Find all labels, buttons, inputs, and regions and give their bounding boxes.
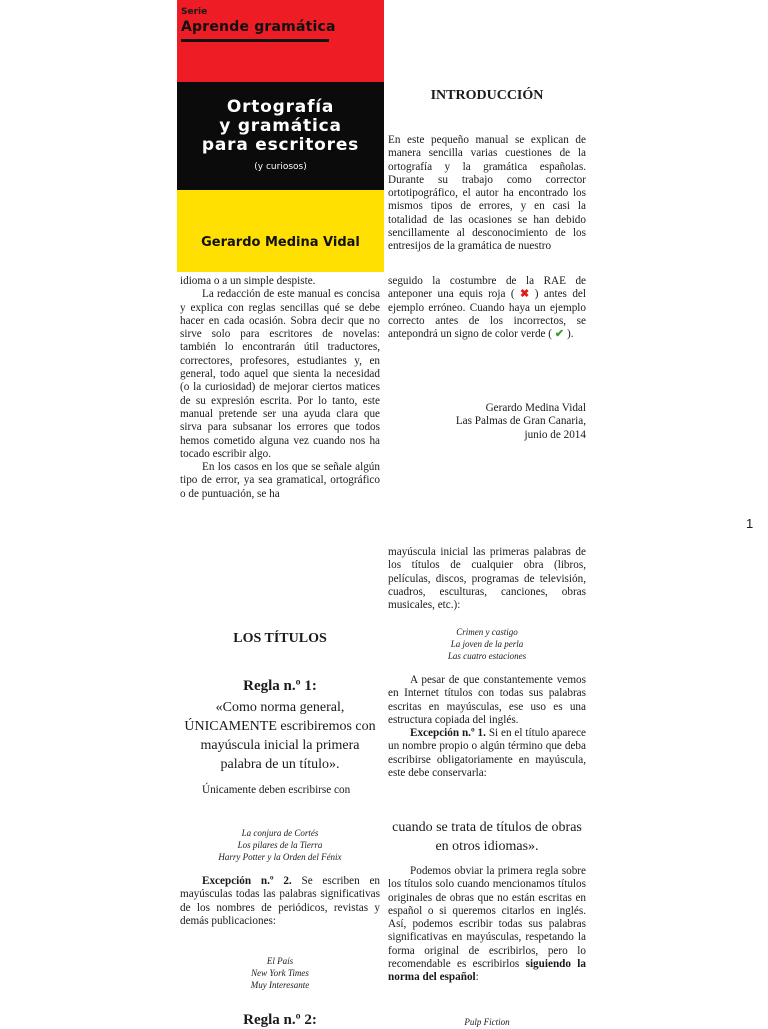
intro-paragraph-3: En los casos en los que se señale algún tipo de error, ya sea gramatical, ortográfico o de puntuación, se ha — [180, 461, 380, 500]
book-subtitle: (y curiosos) — [254, 162, 307, 172]
signature-place: Las Palmas de Gran Canaria, — [455, 415, 586, 428]
examples-left-2 — [180, 955, 380, 991]
intro-continuation: idioma o a un simple despiste. — [180, 275, 316, 287]
red-cross-icon: ✖ — [520, 288, 530, 301]
green-check-icon: ✔ — [554, 328, 565, 341]
intro-heading: INTRODUCCIÓN — [430, 88, 544, 103]
titulos-right-text-1 — [388, 546, 586, 612]
example-item: La conjura de Cortés — [241, 828, 319, 838]
titulos-right-p3-bold: siguiendo la norma del español — [388, 958, 586, 984]
example-item: Los pilares de la Tierra — [237, 840, 323, 850]
exception-1-paragraph — [388, 727, 586, 780]
serie-underline — [181, 39, 329, 42]
titulos-right-p3-end: : — [475, 971, 479, 984]
example-item: New York Times — [251, 968, 309, 978]
example-item: Harry Potter y la Orden del Fénix — [218, 852, 342, 862]
examples-left — [180, 827, 380, 863]
exception-1-label: Excepción n.º 1. — [410, 727, 486, 740]
titulos-left-text — [180, 784, 380, 797]
example-item: El País — [266, 956, 294, 966]
titulos-right-p3-text: Podemos obviar la primera regla sobre los títulos solo cuando mencionamos títulos originales de obras que no están escritas en español o si queremos citarlos en inglés. Así, podemos escribir todas sus palabras significativas en mayúsculas, respetando la forma original de escribirlos, pero lo recomendable es escribirlos — [388, 865, 586, 971]
titulos-right-text-3 — [388, 865, 586, 985]
intro-paragraph-2: La redacción de este manual es concisa y explica con reglas sencillas qué se debe hacer en cada ocasión. Sobra decir que no sirve solo para escritores de novelas: también lo encontrarán útil traductores, correctores, profesores, estudiantes y, en general, todo aquel que sienta la necesidad (o la curiosidad) de mejorar ciertos matices de su expresión escrita. Por lo tanto, este manual pretende ser una ayuda clara que sirva para subsanar los errores que todos hemos cometido alguna vez cuando nos ha tocado escribir algo. — [180, 288, 380, 460]
marks-text-b: ) antes del ejemplo erróneo. Cuando haya un ejemplo correcto antes de los incorrectos, se antepondrá un signo de color verde ( — [388, 288, 586, 341]
exception-2 — [180, 875, 380, 928]
intro-paragraph-1 — [388, 134, 586, 254]
rule-2-quote: cuando se trata de títulos de obras en otros idiomas». — [392, 820, 582, 854]
rule-1-title: Regla n.º 1: — [243, 678, 317, 694]
book-author: Gerardo Medina Vidal — [201, 235, 360, 250]
examples-right — [388, 626, 586, 662]
signature-date: junio de 2014 — [524, 428, 586, 441]
page-number: 1 — [746, 516, 754, 531]
book-cover — [177, 0, 384, 272]
rule-2-title: Regla n.º 2: — [243, 1012, 317, 1028]
titulos-right-paragraph-3 — [388, 865, 586, 985]
titulos-heading: LOS TÍTULOS — [233, 631, 327, 646]
titulos-right-paragraph-2: A pesar de que constantemente vemos en Internet títulos con todas sus palabras escritas en mayúsculas, ese uso es una estructura copiada del inglés. — [388, 674, 586, 726]
book-title: Ortografía y gramática para escritores — [201, 97, 360, 156]
intro-marks-paragraph — [388, 275, 586, 341]
intro-left-column — [180, 275, 380, 501]
exception-1-text: Si en el título aparece un nombre propio o algún término que deba escribirse obligatoriamente en mayúscula, este debe conservarla: — [388, 727, 587, 780]
intro-right-column — [388, 275, 586, 341]
titulos-left-line: Únicamente deben escribirse con — [202, 784, 351, 796]
intro-text: En este pequeño manual se explican de manera sencilla varias cuestiones de la ortografía y la gramática españolas. Durante su trabajo como corrector ortotipográfico, el autor ha encontrado los mismos tipos de errores, y en casi la totalidad de las ocasiones se han debido sencillamente al desconocimiento de los entresijos de la gramática de nuestro — [388, 134, 586, 253]
exception-2-paragraph — [180, 875, 380, 928]
exception-2-text: Se escriben en mayúsculas todas las palabras significativas de los nombres de periódicos, revistas y demás publicaciones: — [180, 875, 381, 927]
serie-title: Aprende gramática — [181, 19, 336, 35]
example-item: Crimen y castigo — [456, 627, 518, 637]
example-item: Las cuatro estaciones — [447, 651, 527, 661]
example-item: Muy Interesante — [250, 980, 310, 990]
signature-name: Gerardo Medina Vidal — [485, 402, 586, 414]
titulos-right-text-2 — [388, 674, 586, 780]
rule-1-text: «Como norma general, ÚNICAMENTE escribiremos con mayúscula inicial la primera palabra de un título». — [184, 700, 376, 772]
example-item: La joven de la perla — [450, 639, 524, 649]
exception-2-label: Excepción n.º 2. — [202, 875, 292, 887]
titulos-right-paragraph-1: mayúscula inicial las primeras palabras de los títulos de cualquier obra (libros, películas, discos, programas de televisión, cuadros, esculturas, canciones, obras musicales, etc.): — [388, 546, 586, 612]
marks-text-c: ). — [567, 328, 574, 341]
example-last: Pulp Fiction — [464, 1017, 510, 1027]
serie-label: Serie — [181, 7, 208, 17]
marks-text-a: seguido la costumbre de la RAE de anteponer una equis roja ( — [388, 275, 586, 301]
signature — [388, 402, 586, 442]
cover-yellow-band — [177, 190, 384, 272]
